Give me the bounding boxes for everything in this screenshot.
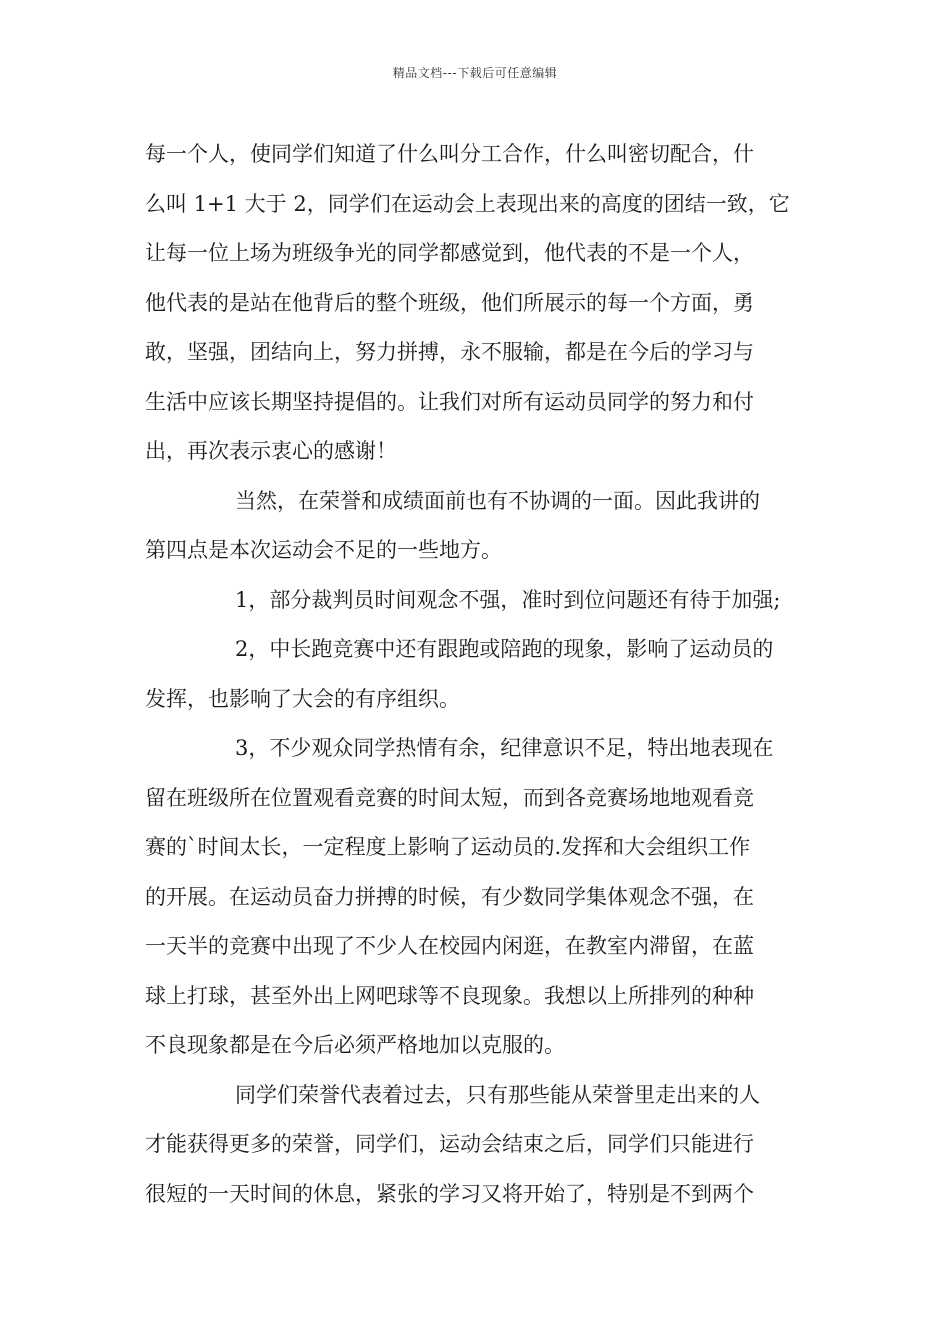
text-line: 他代表的是站在他背后的整个班级，他们所展示的每一个方面，勇 <box>145 290 754 315</box>
text-line: 么叫 1+1 大于 2，同学们在运动会上表现出来的高度的团结一致，它 <box>145 191 790 216</box>
document-body <box>145 130 810 1219</box>
text-line: 2，中长跑竞赛中还有跟跑或陪跑的现象，影响了运动员的 <box>235 637 774 661</box>
text-line: 每一个人，使同学们知道了什么叫分工合作，什么叫密切配合，什 <box>145 142 754 166</box>
text-line: 很短的一天时间的休息，紧张的学习又将开始了，特别是不到两个 <box>145 1181 754 1206</box>
text-line: 3，不少观众同学热情有余，纪律意识不足，特出地表现在 <box>235 736 774 760</box>
text-line: 出，再次表示衷心的感谢！ <box>145 439 397 463</box>
text-line: 一天半的竞赛中出现了不少人在校园内闲逛，在教室内滞留，在蓝 <box>145 934 754 958</box>
text-line: 留在班级所在位置观看竞赛的时间太短，而到各竞赛场地地观看竞 <box>145 785 754 810</box>
text-line: 才能获得更多的荣誉，同学们，运动会结束之后，同学们只能进行 <box>145 1132 754 1156</box>
text-line: 第四点是本次运动会不足的一些地方。 <box>145 538 502 562</box>
page-header: 精品文档---下载后可任意编辑 <box>392 66 558 80</box>
text-line: 发挥，也影响了大会的有序组织。 <box>145 686 460 711</box>
text-line: 同学们荣誉代表着过去，只有那些能从荣誉里走出来的人 <box>235 1082 760 1107</box>
text-line: 不良现象都是在今后必须严格地加以克服的。 <box>145 1033 565 1057</box>
text-line: 的开展。在运动员奋力拼搏的时候，有少数同学集体观念不强，在 <box>145 884 754 909</box>
text-line: 敢，坚强，团结向上，努力拼搏，永不服输，都是在今后的学习与 <box>145 340 754 364</box>
text-line: 让每一位上场为班级争光的同学都感觉到，他代表的不是一个人， <box>145 241 754 265</box>
text-line: 赛的`时间太长，一定程度上影响了运动员的.发挥和大会组织工作 <box>145 835 751 859</box>
text-line: 当然，在荣誉和成绩面前也有不协调的一面。因此我讲的 <box>235 488 760 513</box>
text-line: 球上打球，甚至外出上网吧球等不良现象。我想以上所排列的种种 <box>145 983 754 1008</box>
text-line: 1，部分裁判员时间观念不强，准时到位问题还有待于加强; <box>235 587 781 612</box>
text-line: 生活中应该长期坚持提倡的。让我们对所有运动员同学的努力和付 <box>145 389 754 414</box>
